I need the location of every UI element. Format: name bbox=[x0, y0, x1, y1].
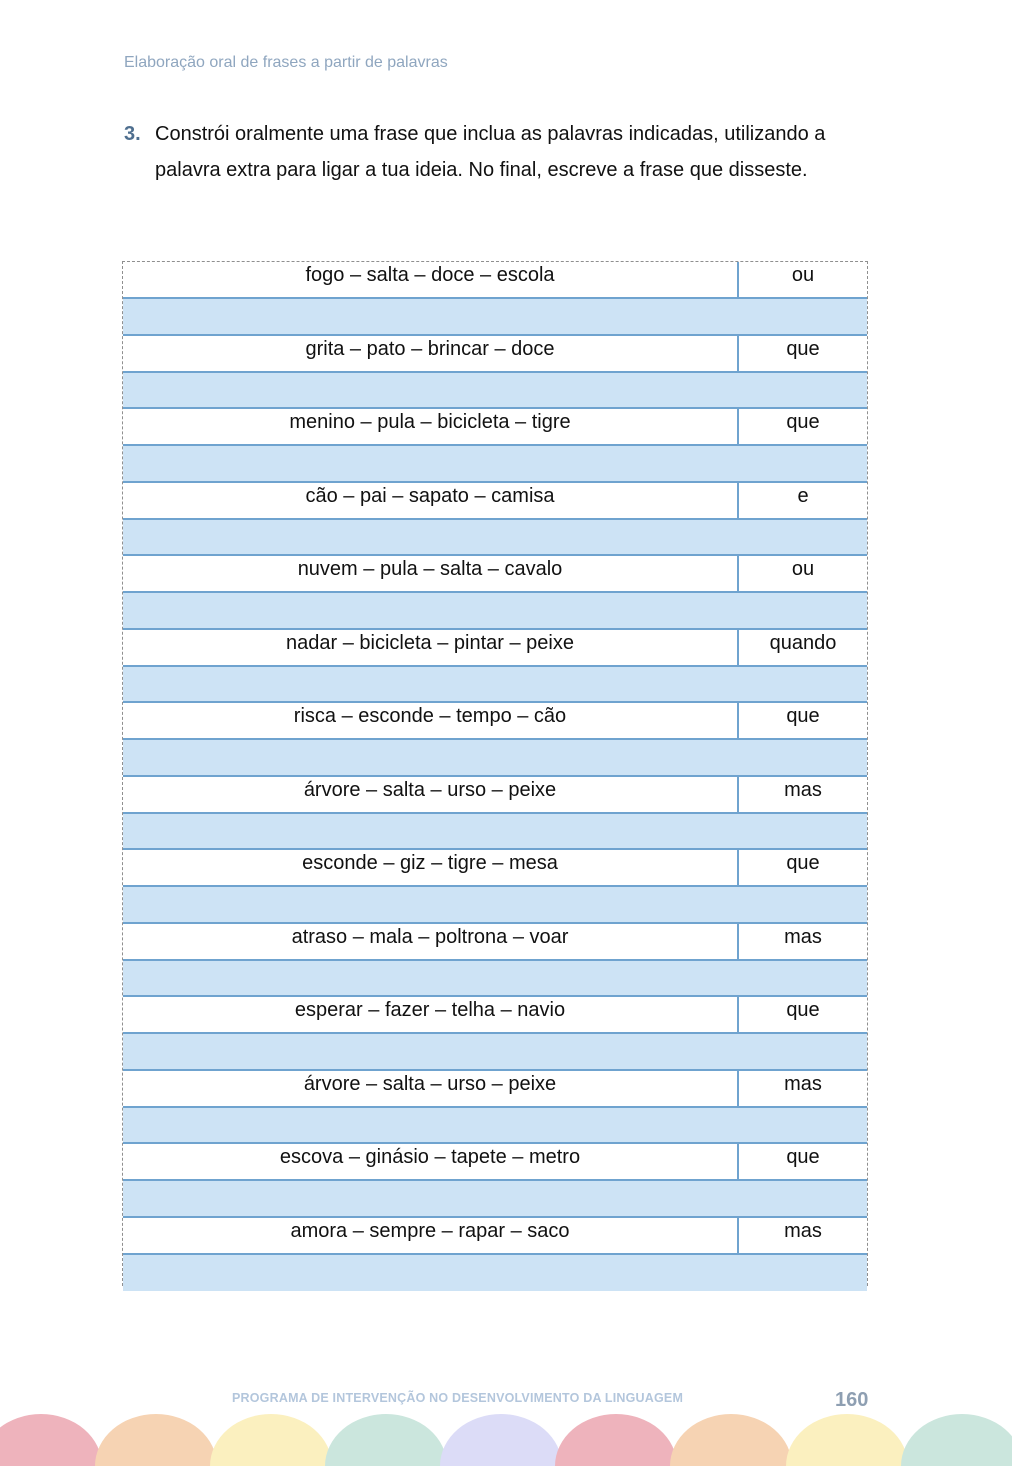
footer-bubble bbox=[440, 1414, 562, 1466]
answer-line[interactable] bbox=[123, 1034, 867, 1071]
footer-bubble bbox=[786, 1414, 908, 1466]
question-instructions: Constrói oralmente uma frase que inclua as palavras indicadas, utilizando a palavra extra para ligar a tua ideia. No final, escreve a frase que disseste. bbox=[155, 123, 826, 181]
answer-input[interactable] bbox=[123, 887, 867, 922]
exercise-words: amora – sempre – rapar – saco bbox=[123, 1218, 739, 1253]
exercise-connector: mas bbox=[784, 1072, 822, 1095]
exercise-connector: e bbox=[797, 484, 809, 507]
answer-input[interactable] bbox=[123, 299, 867, 334]
answer-line[interactable] bbox=[123, 814, 867, 851]
exercise-row bbox=[123, 997, 867, 1034]
footer-bubble bbox=[670, 1414, 792, 1466]
answer-line[interactable] bbox=[123, 593, 867, 630]
exercise-words: esconde – giz – tigre – mesa bbox=[123, 850, 739, 885]
answer-input[interactable] bbox=[123, 667, 867, 702]
footer-bubble bbox=[0, 1414, 102, 1466]
answer-line[interactable] bbox=[123, 1108, 867, 1145]
answer-input[interactable] bbox=[123, 1108, 867, 1143]
footer-bubble bbox=[555, 1414, 677, 1466]
exercise-connector: que bbox=[786, 1146, 820, 1168]
question-number: 3. bbox=[124, 123, 141, 145]
exercise-words: cão – pai – sapato – camisa bbox=[123, 483, 739, 518]
exercise-connector: quando bbox=[769, 631, 837, 654]
exercise-words: árvore – salta – urso – peixe bbox=[123, 777, 739, 812]
answer-input[interactable] bbox=[123, 740, 867, 775]
answer-line[interactable] bbox=[123, 373, 867, 410]
exercise-words: fogo – salta – doce – escola bbox=[123, 262, 739, 297]
exercise-row bbox=[123, 556, 867, 593]
exercise-row bbox=[123, 336, 867, 373]
exercise-row bbox=[123, 850, 867, 887]
exercise-words: nadar – bicicleta – pintar – peixe bbox=[123, 630, 739, 665]
answer-line[interactable] bbox=[123, 887, 867, 924]
exercise-words: menino – pula – bicicleta – tigre bbox=[123, 409, 739, 444]
answer-input[interactable] bbox=[123, 961, 867, 996]
exercise-connector: mas bbox=[784, 778, 822, 801]
exercise-connector: ou bbox=[791, 264, 815, 286]
exercise-row bbox=[123, 1218, 867, 1255]
answer-line[interactable] bbox=[123, 667, 867, 704]
answer-line[interactable] bbox=[123, 299, 867, 336]
exercise-connector: que bbox=[786, 705, 820, 727]
question-3 bbox=[124, 116, 884, 188]
exercise-words: escova – ginásio – tapete – metro bbox=[123, 1144, 739, 1179]
exercise-words: grita – pato – brincar – doce bbox=[123, 336, 739, 371]
exercise-connector: que bbox=[786, 411, 820, 433]
answer-input[interactable] bbox=[123, 1181, 867, 1216]
exercise-words: esperar – fazer – telha – navio bbox=[123, 997, 739, 1032]
exercise-row bbox=[123, 483, 867, 520]
answer-line[interactable] bbox=[123, 446, 867, 483]
exercise-row bbox=[123, 703, 867, 740]
exercise-row bbox=[123, 630, 867, 667]
page-number: 160 bbox=[835, 1389, 869, 1411]
answer-input[interactable] bbox=[123, 593, 867, 628]
footer-bubble bbox=[901, 1414, 1012, 1466]
exercise-connector: que bbox=[786, 999, 820, 1021]
answer-line[interactable] bbox=[123, 520, 867, 557]
exercise-row bbox=[123, 409, 867, 446]
answer-input[interactable] bbox=[123, 373, 867, 408]
exercise-table bbox=[122, 261, 868, 1286]
answer-line[interactable] bbox=[123, 961, 867, 998]
exercise-words: árvore – salta – urso – peixe bbox=[123, 1071, 739, 1106]
footer-bubble bbox=[210, 1414, 332, 1466]
answer-line[interactable] bbox=[123, 740, 867, 777]
running-header: Elaboração oral de frases a partir de palavras bbox=[124, 54, 448, 71]
exercise-words: risca – esconde – tempo – cão bbox=[123, 703, 739, 738]
exercise-words: atraso – mala – poltrona – voar bbox=[123, 924, 739, 959]
answer-input[interactable] bbox=[123, 520, 867, 555]
exercise-row bbox=[123, 1144, 867, 1181]
exercise-connector: que bbox=[786, 852, 820, 874]
footer-bubble bbox=[325, 1414, 447, 1466]
exercise-row bbox=[123, 777, 867, 814]
answer-line[interactable] bbox=[123, 1181, 867, 1218]
exercise-row bbox=[123, 1071, 867, 1108]
footer-bubble bbox=[95, 1414, 217, 1466]
exercise-words: nuvem – pula – salta – cavalo bbox=[123, 556, 739, 591]
exercise-connector: ou bbox=[791, 558, 815, 580]
exercise-connector: que bbox=[786, 337, 820, 360]
answer-input[interactable] bbox=[123, 1255, 867, 1292]
answer-input[interactable] bbox=[123, 446, 867, 481]
answer-input[interactable] bbox=[123, 814, 867, 849]
exercise-connector: mas bbox=[784, 925, 822, 948]
footer-decoration bbox=[0, 1410, 1012, 1466]
exercise-connector: mas bbox=[784, 1219, 822, 1242]
exercise-row bbox=[123, 262, 867, 299]
footer-program-name: PROGRAMA DE INTERVENÇÃO NO DESENVOLVIMENTO DA LINGUAGEM bbox=[232, 1391, 684, 1405]
exercise-row bbox=[123, 924, 867, 961]
answer-line[interactable] bbox=[123, 1255, 867, 1292]
answer-input[interactable] bbox=[123, 1034, 867, 1069]
